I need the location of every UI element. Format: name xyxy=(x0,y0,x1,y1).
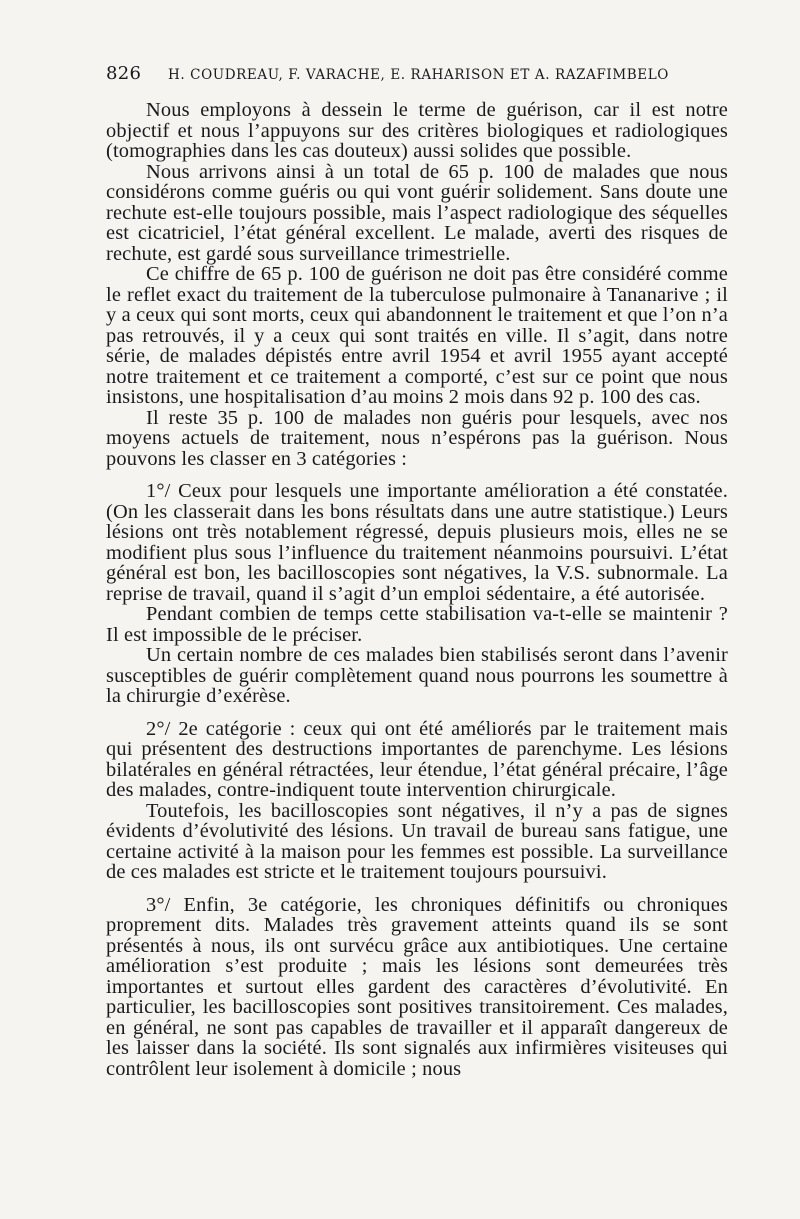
paragraph: Nous employons à dessein le terme de guérison, car il est notre objectif et nous l’appuyons sur des critères biologiques et radiologiques (tomographies dans les cas douteux) aussi solides que possible. xyxy=(106,99,728,162)
paragraph: Pendant combien de temps cette stabilisation va-t-elle se maintenir ? Il est impossible de le préciser. xyxy=(106,603,728,646)
body-text xyxy=(106,100,728,1079)
page-number: 826 xyxy=(106,63,142,84)
paragraph: Un certain nombre de ces malades bien stabilisés seront dans l’avenir susceptibles de guérir complètement quand nous pourrons les soumettre à la chirurgie d’exérèse. xyxy=(106,644,728,707)
paragraph-category-1: 1°/ Ceux pour lesquels une importante amélioration a été constatée. (On les classerait dans les bons résultats dans une autre statistique.) Leurs lésions ont très notablement régressé, depuis plusieurs mois, elles ne se modifient plus sous l’influence du traitement néanmoins poursuivi. L’état général est bon, les bacilloscopies sont négatives, la V.S. subnormale. La reprise de travail, quand il s’agit d’un emploi sédentaire, a été autorisée. xyxy=(106,480,728,605)
running-header xyxy=(106,62,726,86)
paragraph-category-3: 3°/ Enfin, 3e catégorie, les chroniques définitifs ou chroniques proprement dits. Malades très gravement atteints quand ils se sont présentés à nous, ils ont survécu grâce aux antibiotiques. Une certaine amélioration s’est produite ; mais les lésions sont demeurées très importantes et surtout elles gardent des caractères d’évolutivité. En particulier, les bacilloscopies sont positives transitoirement. Ces malades, en général, ne sont pas capables de travailler et il apparaît dangereux de les laisser dans la société. Ils sont signalés aux infirmières visiteuses qui contrôlent leur isolement à domicile ; nous xyxy=(106,893,728,1080)
running-head-authors: H. COUDREAU, F. VARACHE, E. RAHARISON ET A. RAZAFIMBELO xyxy=(168,67,669,83)
paragraph: Ce chiffre de 65 p. 100 de guérison ne doit pas être considéré comme le reflet exact du traitement de la tuberculose pulmonaire à Tananarive ; il y a ceux qui sont morts, ceux qui abandonnent le traitement et que l’on n’a pas retrouvés, il y a ceux qui sont traités en ville. Il s’agit, dans notre série, de malades dépistés entre avril 1954 et avril 1955 ayant accepté notre traitement et ce traitement a comporté, c’est sur ce point que nous insistons, une hospitalisation d’au moins 2 mois dans 92 p. 100 des cas. xyxy=(106,263,728,408)
paragraph: Toutefois, les bacilloscopies sont négatives, il n’y a pas de signes évidents d’évolutivité des lésions. Un travail de bureau sans fatigue, une certaine activité à la maison pour les femmes est possible. La surveillance de ces malades est stricte et le traitement toujours poursuivi. xyxy=(106,799,728,883)
paragraph-category-2: 2°/ 2e catégorie : ceux qui ont été améliorés par le traitement mais qui présentent des destructions importantes de parenchyme. Les lésions bilatérales en général rétractées, leur étendue, l’état général précaire, l’âge des malades, contre-indiquent toute intervention chirurgicale. xyxy=(106,717,728,801)
paragraph: Nous arrivons ainsi à un total de 65 p. 100 de malades que nous considérons comme guéris ou qui vont guérir solidement. Sans doute une rechute est-elle toujours possible, mais l’aspect radiologique des séquelles est cicatriciel, l’état général excellent. Le malade, averti des risques de rechute, est gardé sous surveillance trimestrielle. xyxy=(106,160,728,265)
paragraph: Il reste 35 p. 100 de malades non guéris pour lesquels, avec nos moyens actuels de traitement, nous n’espérons pas la guérison. Nous pouvons les classer en 3 catégories : xyxy=(106,406,728,470)
